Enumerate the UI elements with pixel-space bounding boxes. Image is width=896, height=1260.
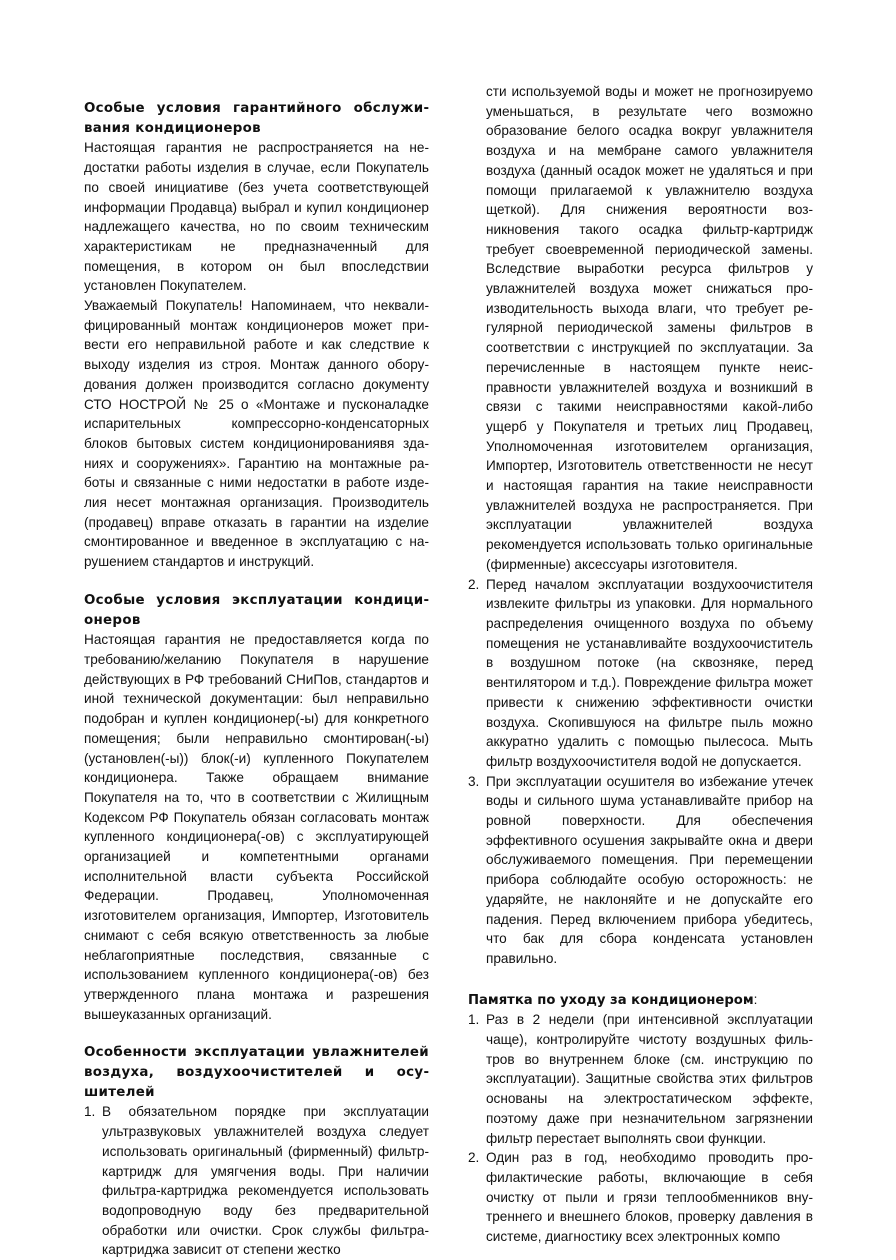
section-title-operation: Особые условия эксплуатации кондиционеров xyxy=(84,592,429,628)
spacer xyxy=(84,1024,429,1043)
list-text: При эксплуатации осушителя во избежание утечек воды и сильного шума устанавливайте прибор на ровной поверхности. Для обеспечения эффективного осушения закрывайте окна и двери обслуживаемого помещения. При перемещении прибора соблюдайте особую осторожность: не ударяйте, не наклоняйте и не допускайте его падения. Перед включением прибора убедитесь, что бак для сбора конденсата установлен правильно. xyxy=(486,773,813,966)
spacer xyxy=(468,969,813,990)
list-number-blank xyxy=(468,82,486,575)
list-text: Перед началом эксплуатации воздухоочистителя извлеките фильтры из упаковки. Для нормального распределения очищенного воздуха по объему помещения не устанавливайте воздухоочиститель в воздушном потоке (на сквозняке, перед вентилятором и т.д.). Повреждение фильтра может привести к снижению эффективности очистки воздуха. Скопившуюся на фильтре пыль можно аккуратно удалить с помощью пылесоса. Мыть фильтр воздухоочистителя водой не допускается. xyxy=(486,576,813,769)
list-item-continuation xyxy=(468,82,813,575)
list-number: 2. xyxy=(468,576,480,592)
paragraph: Уважаемый Покупатель! Напоминаем, что неквалифицированный монтаж кондиционеров может привести его неправильной работе и как следствие к выходу изделия из строя. Монтаж данного оборудования должен производится согласно документу СТО НОСТРОЙ № 25 о «Монтаже и пусконаладке испарительных компрессорно-конденсаторных блоков бытовых систем кондиционированиявя зданиях и сооружениях». Гарантию на монтажные работы и связанные с ними недостатки в работе изделия несет монтажная организация. Производитель (продавец) вправе отказать в гарантии на изделие смонтированное и введенное в эксплуатацию с нарушением стандартов и инструкций. xyxy=(84,298,429,570)
list-item xyxy=(468,772,813,969)
humidifier-list xyxy=(84,1102,429,1260)
list-text: сти используемой воды и может не прогнозируемо уменьшаться, в результате чего возможно образование белого осадка вокруг увлажнителя воздуха и на мембране самого увлажнителя воздуха (данный осадок может не удаляться и при помощи прилагаемой к увлажнителю воздуха щеткой). Для снижения вероятности возникновения такого осадка фильтр-картридж требует своевременной периодической замены. Вследствие выработки ресурса фильтров у увлажнителей воздуха может снижаться производительность выхода влаги, что требует регулярной периодической замены фильтров в соответствии с инструкцией по эксплуатации. За перечисленные в настоящем пункте неисправности увлажнителей воздуха и возникший в связи с такими неисправностями какой-либо ущерб у Покупателя и третьих лиц Продавец, Уполномоченная изготовителем организация, Импортер, Изготовитель ответственности не несут и настоящая гарантия на такие неисправности увлажнителей воздуха не распространяется. При эксплуатации увлажнителей воздуха рекомендуется использовать только оригинальные (фирменные) аксессуары изготовителя. xyxy=(486,84,813,572)
list-number: 1. xyxy=(84,1104,96,1120)
left-column xyxy=(84,99,429,1260)
list-item xyxy=(468,1148,813,1247)
list-number: 2. xyxy=(468,1150,480,1166)
list-number: 1. xyxy=(468,1012,480,1028)
list-item xyxy=(84,1102,429,1260)
section-title-humidifiers: Особенности эксплуатации увлажнителей воздуха, воздухоочистителей и осушителей xyxy=(84,1045,429,1100)
paragraph: Настоящая гарантия не распространяется на недостатки работы изделия в случае, если Покупатель по своей инициативе (без учета соответствующей информации Продавца) выбрал и купил кондиционер надлежащего качества, но по своим техническим характеристикам не предназначенный для помещения, в котором он был впоследствии установлен Покупателем. xyxy=(84,140,429,294)
list-text: В обязательном порядке при эксплуатации ультразвуковых увлажнителей воздуха следует использовать оригинальный (фирменный) фильтр-картридж для умягчения воды. При наличии фильтра-картриджа рекомендуется использовать водопроводную воду без предварительной обработки или очистки. Срок службы фильтра-картриджа зависит от степени жестко xyxy=(102,1104,429,1258)
paragraph: Настоящая гарантия не предоставляется когда по требованию/желанию Покупателя в нарушение действующих в РФ требований СНиПов, стандартов и иной технической документации: был неправильно подобран и куплен кондиционер(-ы) для конкретного помещения; были неправильно смонтирован(-ы) (установлен(-ы)) блок(-и) купленного Покупателем кондиционера. Также обращаем внимание Покупателя на то, что в соответствии с Жилищным Кодексом РФ Покупатель обязан согласовать монтаж купленного кондиционера(-ов) с эксплуатирующей организацией и компетентными органами исполнительной власти субъекта Российской Федерации. Продавец, Уполномоченная изготовителем организация, Импортер, Изготовитель снимают с себя всякую ответственность за любые неблагоприятные последствия, связанные с использованием купленного кондиционера(-ов) без утвержденного плана монтажа и разрешения вышеуказанных организаций. xyxy=(84,632,429,1022)
list-item xyxy=(468,1010,813,1148)
memo-heading xyxy=(468,990,813,1011)
list-text: Раз в 2 недели (при интенсивной эксплуатации чаще), контролируйте чистоту воздушных фильтров во внутреннем блоке (см. инструкцию по эксплуатации). Защитные свойства этих фильтров основаны на электростатическом эффекте, поэтому даже при незначительном загрязнении фильтр перестает выполнять свои функции. xyxy=(486,1012,813,1146)
list-text: Один раз в год, необходимо проводить профилактические работы, включающие в себя очистку от пыли и грязи теплообменников внутреннего и внешнего блоков, проверку давления в системе, диагностику всех электронных компо xyxy=(486,1150,813,1245)
spacer xyxy=(84,572,429,591)
right-column xyxy=(468,82,813,1247)
section-title-warranty: Особые условия гарантийного обслуживания кондиционеров xyxy=(84,101,429,136)
humidifier-list-continued xyxy=(468,82,813,969)
list-number: 3. xyxy=(468,773,480,789)
list-item xyxy=(468,575,813,772)
memo-colon: : xyxy=(753,991,758,1007)
memo-list xyxy=(468,1010,813,1246)
memo-title: Памятка по уходу за кондиционером xyxy=(468,992,754,1008)
